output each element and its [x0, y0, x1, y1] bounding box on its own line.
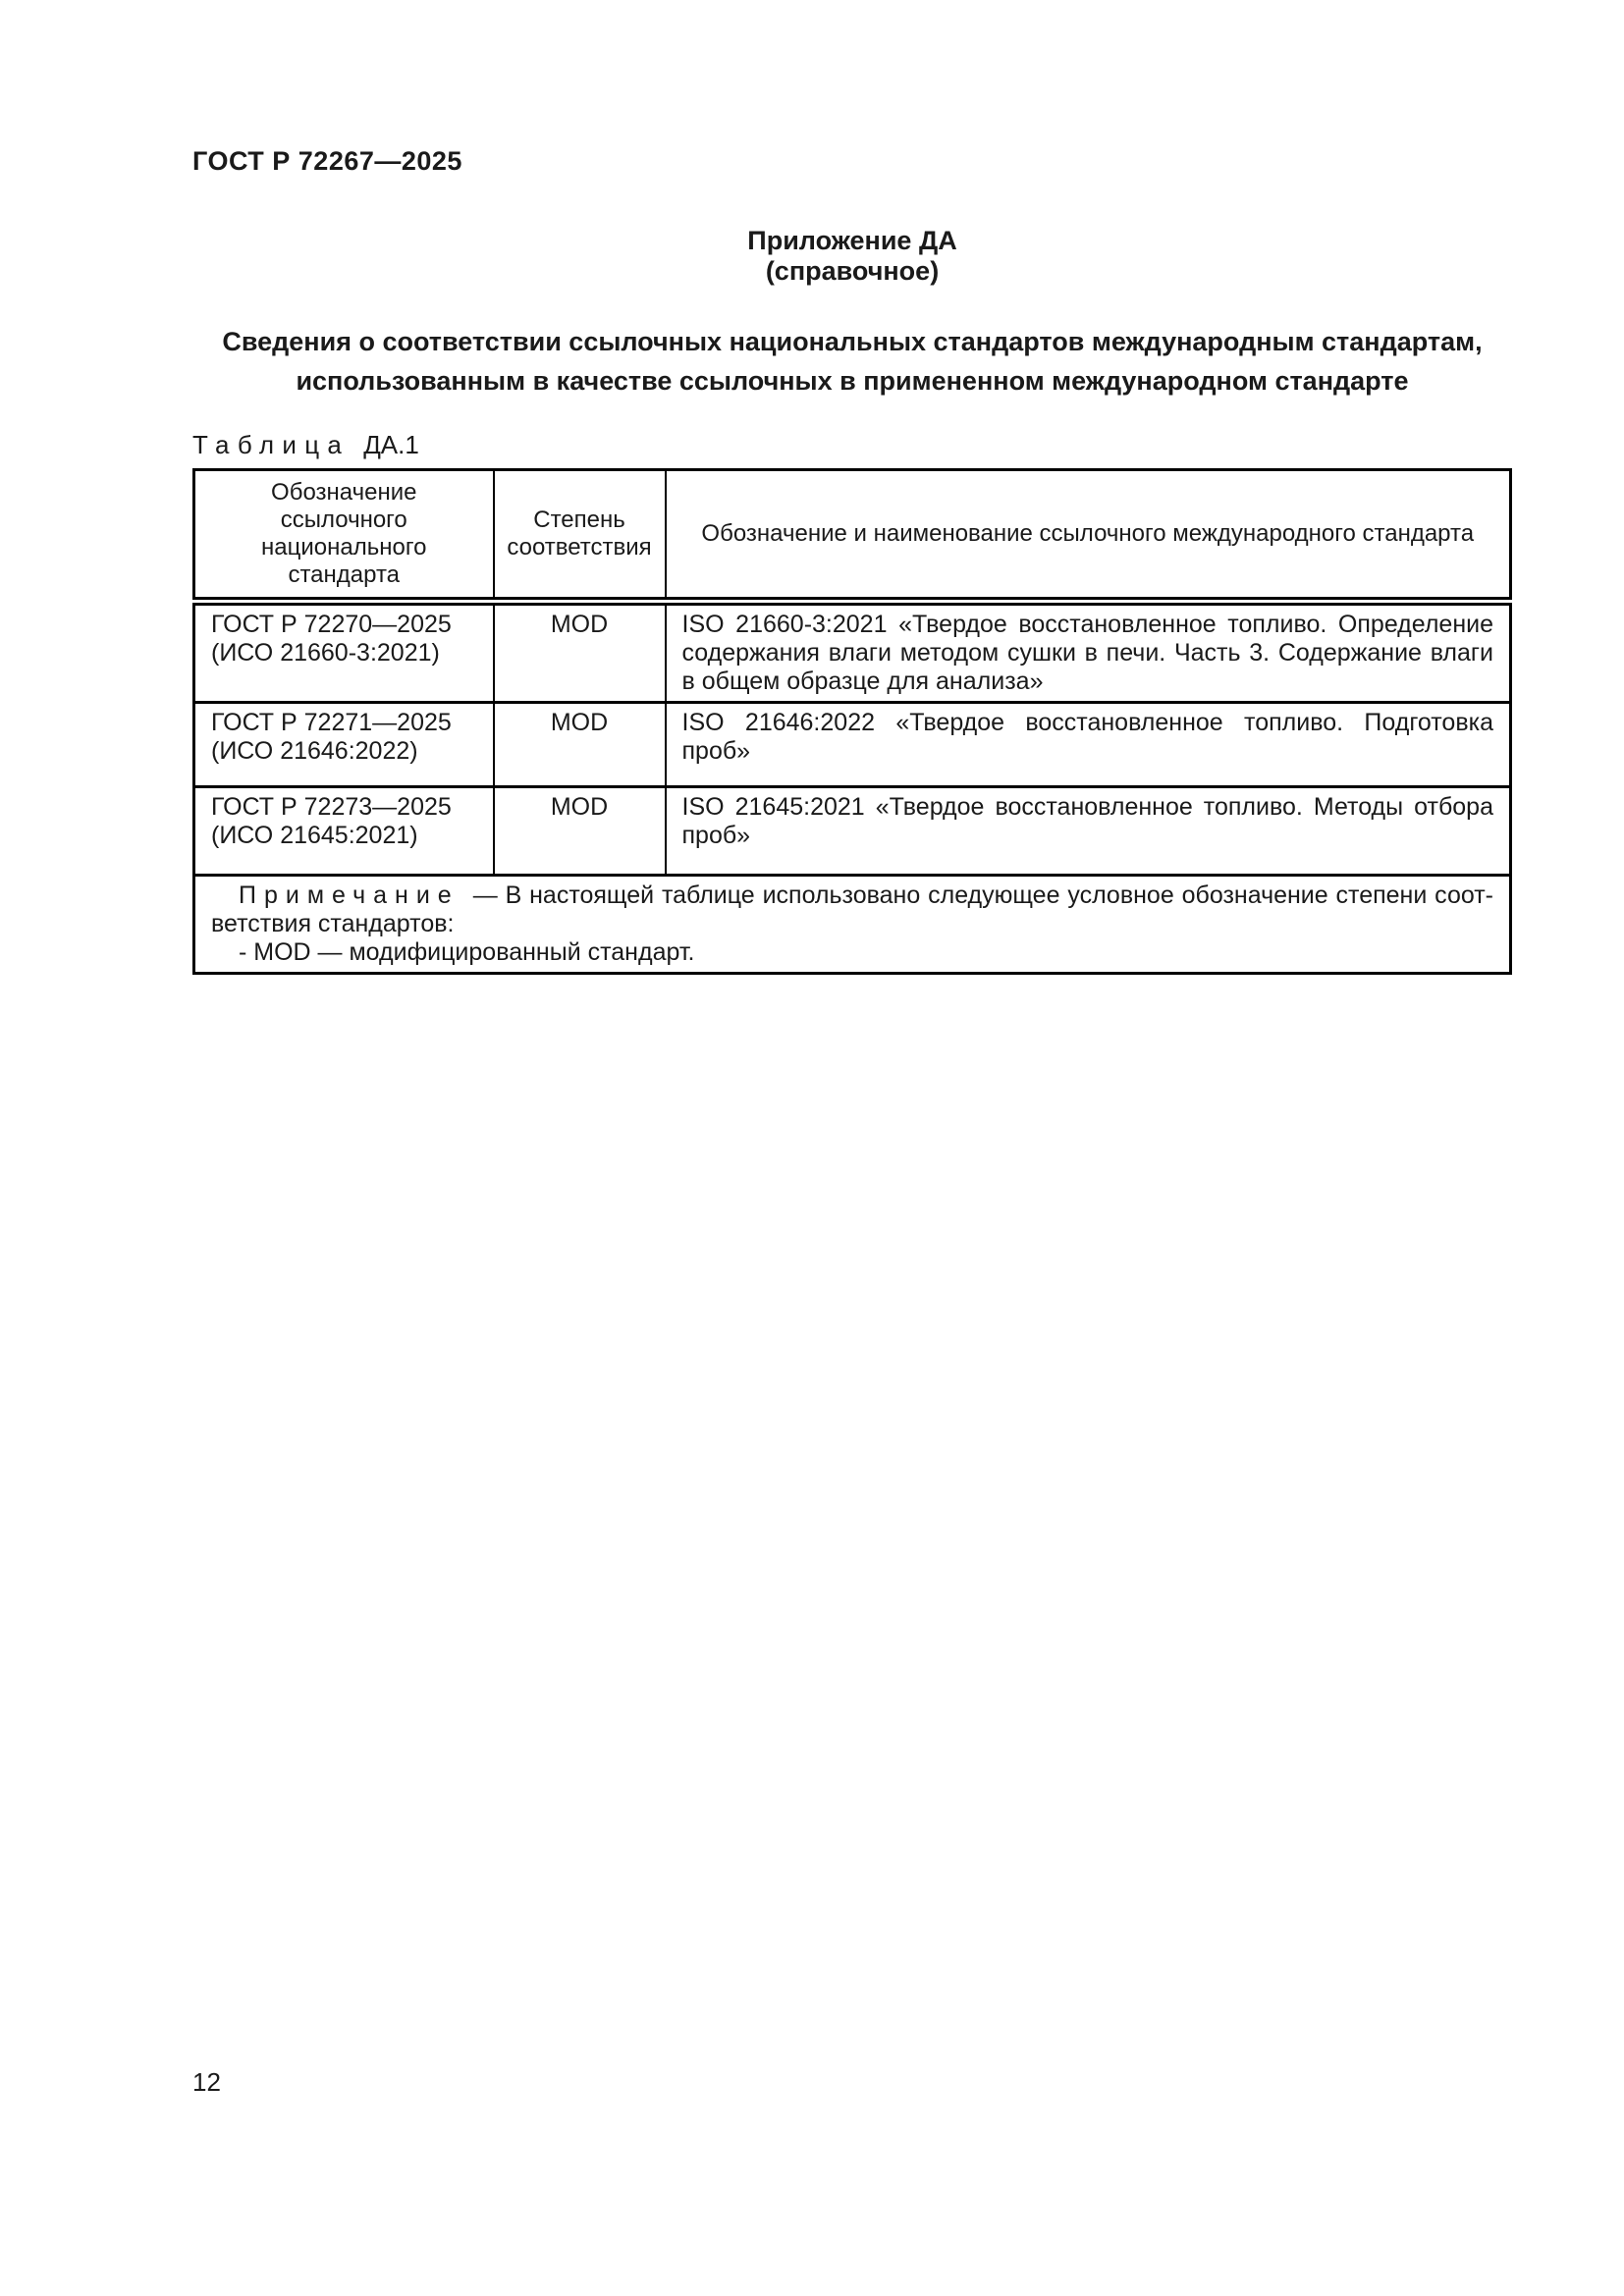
national-standard-iso-ref: (ИСО 21660-3:2021) [211, 639, 440, 667]
column-header-international-standard: Обозначение и наименование ссылочного международного стандарта [666, 470, 1511, 602]
table-header-row [194, 470, 1511, 602]
column-header-degree: Степень соответствия [494, 470, 666, 602]
section-title [192, 322, 1512, 400]
national-standard-designation: ГОСТ Р 72271—2025 [211, 709, 452, 736]
table-row [194, 602, 1511, 703]
note-mod-definition: - MOD — модифицированный стандарт. [239, 938, 695, 966]
cell-international-standard: ISO 21646:2022 «Твердое восстановленное топливо. Подготовка проб» [666, 703, 1511, 787]
table-note-row [194, 876, 1511, 974]
page-content [192, 0, 1512, 975]
national-standard-designation: ГОСТ Р 72270—2025 [211, 611, 452, 638]
national-standard-iso-ref: (ИСО 21646:2022) [211, 737, 418, 765]
cell-degree: MOD [494, 703, 666, 787]
note-second-line: ветствия стандартов: [211, 910, 455, 937]
appendix-title: Приложение ДА [747, 226, 957, 255]
cell-degree: MOD [494, 787, 666, 876]
cell-national-standard [194, 703, 494, 787]
note-label: Примечание [239, 881, 460, 909]
cell-national-standard [194, 602, 494, 703]
appendix-subtitle: (справочное) [765, 256, 940, 286]
column-header-national-standard: Обозначение ссылочного национального стандарта [194, 470, 494, 602]
table-caption [192, 430, 1512, 459]
cell-international-standard: ISO 21660-3:2021 «Твердое восстановленное топливо. Определение содержания влаги методом сушки в печи. Часть 3. Содержание влаги в общем образце для анализа» [666, 602, 1511, 703]
table-note [194, 876, 1511, 974]
appendix-heading [192, 226, 1512, 287]
cell-degree: MOD [494, 602, 666, 703]
standards-correspondence-table [192, 468, 1512, 975]
doc-number-header: ГОСТ Р 72267—2025 [192, 146, 462, 176]
table-caption-label: Таблица [192, 430, 351, 459]
note-line-1-text: — В настоящей таблице использовано следующее условное обозначение степени соот- [472, 881, 1493, 909]
page-number: 12 [192, 2067, 221, 2097]
national-standard-designation: ГОСТ Р 72273—2025 [211, 793, 452, 821]
table-row [194, 703, 1511, 787]
table-caption-number: ДА.1 [363, 430, 419, 459]
cell-national-standard [194, 787, 494, 876]
note-first-line [211, 881, 1493, 910]
table-row [194, 787, 1511, 876]
cell-international-standard: ISO 21645:2021 «Твердое восстановленное топливо. Методы отбора проб» [666, 787, 1511, 876]
section-title-line-2: использованным в качестве ссылочных в примененном международном стандарте [296, 366, 1409, 396]
section-title-line-1: Сведения о соответствии ссылочных национальных стандартов международным стандартам, [222, 327, 1483, 356]
national-standard-iso-ref: (ИСО 21645:2021) [211, 822, 418, 849]
